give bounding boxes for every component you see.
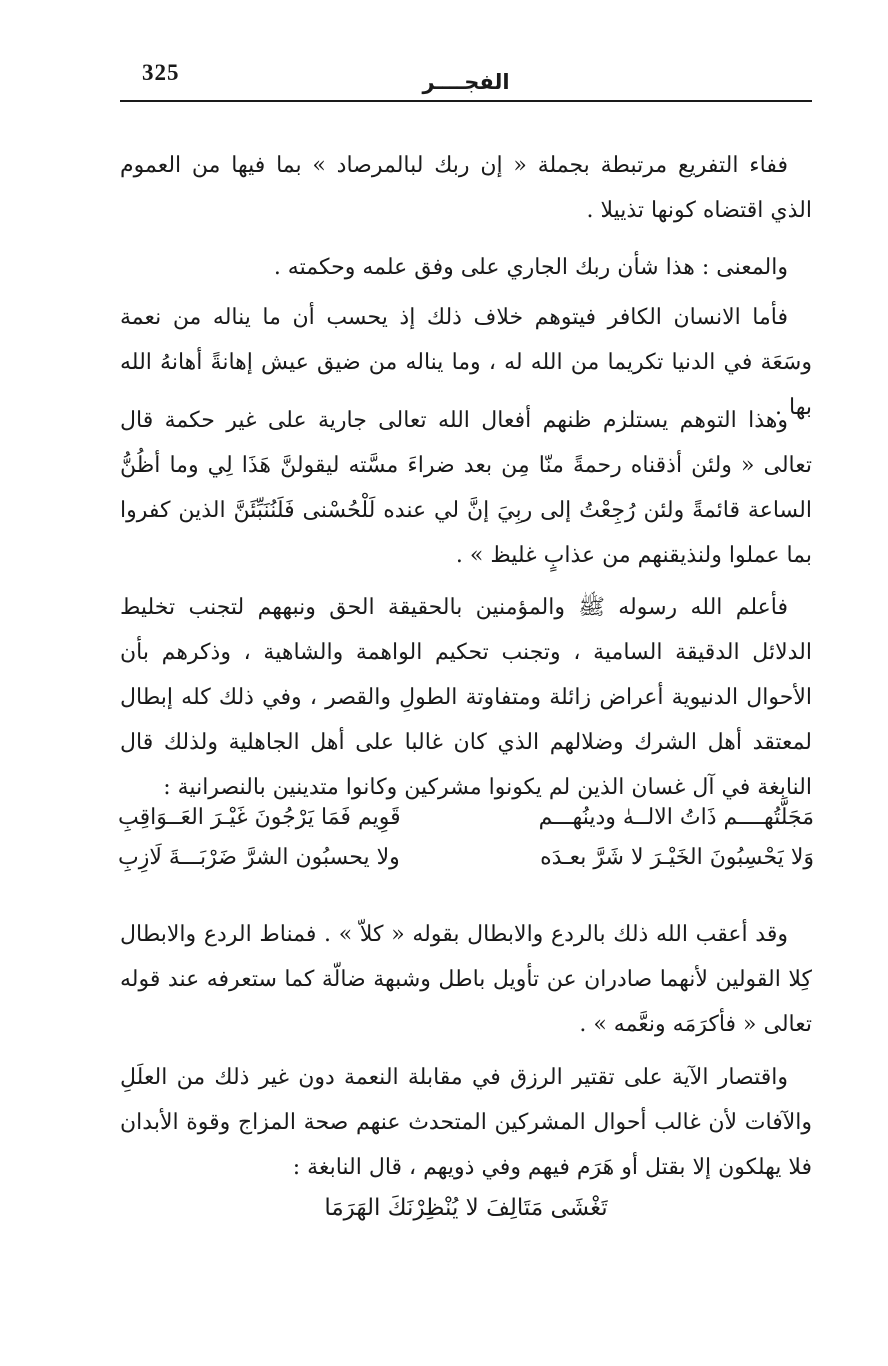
verse-hemistich-second: ولا يحسبُون الشرَّ ضَرْبَـــةَ لَازِبِ [118,845,400,870]
paragraph-4: وهذا التوهم يستلزم ظنهم أفعال الله تعالى جارية على غير حكمة قال تعالى « ولئن أذقناه رحمةً منّا مِن بعد ضراءَ مسَّته ليقولنَّ هَذَا لِي وما أظُنُّ الساعة قائمةً ولئن رُجِعْتُ إلى ربِيَ إنَّ لي عنده لَلْحُسْنى فَلَنُنَبِّئَنَّ الذين كفروا بما عملوا ولنذيقنهم من عذابٍ غليظ » . [120,408,812,568]
surah-title: الفجــــر [422,70,510,94]
paragraph-6: وقد أعقب الله ذلك بالردع والابطال بقوله « كلاّ » . فمناط الردع والابطال كِلا القولين لأنهما صادران عن تأويل باطل وشبهة ضالّة كما ستعرفه عند قوله تعالى « فأكرَمَه ونعَّمه » . [120,922,812,1037]
paragraph-5: فأعلم الله رسوله ﷺ والمؤمنين بالحقيقة الحق ونبههم لتجنب تخليط الدلائل الدقيقة السامية ، وتجنب تحكيم الواهمة والشاهية ، وذكرهم بأن الأحوال الدنيوية أعراض زائلة ومتفاوتة الطولِ والقصر ، وفي ذلك كله إبطال لمعتقد أهل الشرك وضلالهم الذي كان غالبا على أهل الجاهلية ولذلك قال النابغة في آل غسان الذين لم يكونوا مشركين وكانوا متدينين بالنصرانية : [120,595,812,800]
paragraph-2: والمعنى : هذا شأن ربك الجاري على وفق علمه وحكمته . [273,255,788,280]
paragraph-3: فأما الانسان الكافر فيتوهم خلاف ذلك إذ يحسب أن ما يناله من نعمة وسَعَة في الدنيا تكريما من الله له ، وما يناله من ضيق عيش إهانةً أهانهُ الله بها . [120,305,812,420]
verse-line [118,845,814,885]
poetry-verse-1 [118,805,814,895]
paragraph-7: واقتصار الآية على تقتير الرزق في مقابلة النعمة دون غير ذلك من العلَلِ والآفات لأن غالب أحوال المشركين المتحدث عنهم صحة المزاج وقوة الأبدان فلا يهلكون إلا بقتل أو هَرَم فيهم وفي ذويهم ، قال النابغة : [120,1065,812,1180]
page-header [120,58,812,102]
verse-line [118,805,814,845]
verse-hemistich-first: وَلا يَحْسِبُونَ الخَيْـرَ لا شَرَّ بعـدَه [540,845,814,870]
poetry-verse-2: تَغْشَى مَتَالِفَ لا يُنْظِرْنَكَ الهَرَمَا [324,1195,608,1221]
paragraph-1: ففاء التفريع مرتبطة بجملة « إن ربك لبالمرصاد » بما فيها من العموم الذي اقتضاه كونها تذييلا . [120,153,812,223]
header-divider [120,100,812,102]
page-number: 325 [142,60,180,85]
verse-hemistich-first: مَجَلَّتُهــــم ذَاتُ الالــهٰ ودينُهـــم [538,805,814,830]
verse-hemistich-second: قَوِيم فَمَا يَرْجُونَ غَيْـرَ العَــوَاقِبِ [118,805,401,830]
